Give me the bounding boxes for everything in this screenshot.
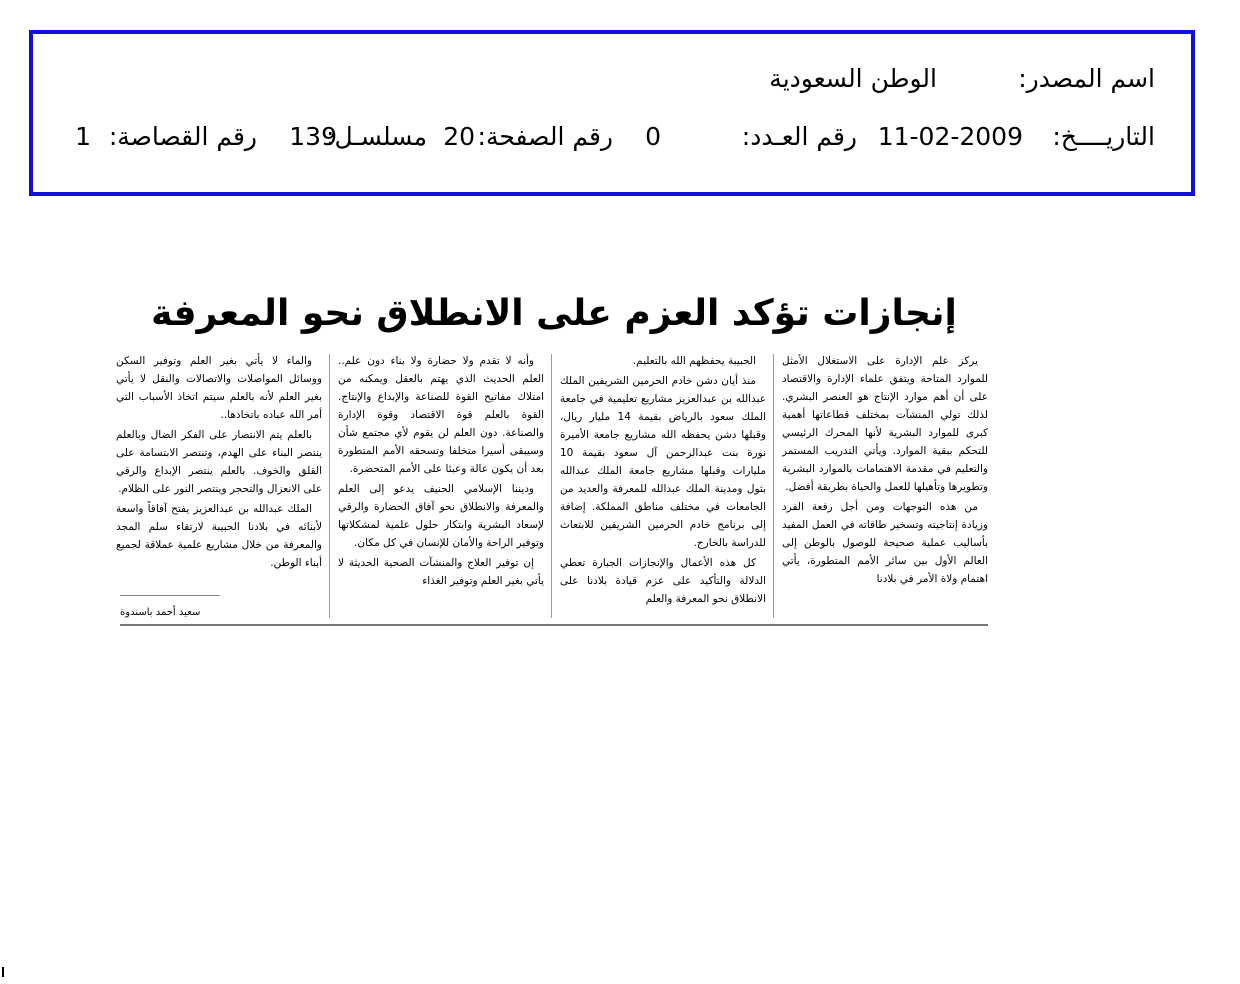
article-bottom-rule: [120, 624, 988, 626]
source-info-box: [29, 30, 1195, 196]
article-paragraph: الملك عبدالله بن عبدالعزيز يفتح آفاقاً واسعة لأبنائه في بلادنا الحبيبة لارتقاء سلم المجد والمعرفة من خلال مشاريع علمية عملاقة لجميع أبناء الوطن.: [116, 503, 322, 569]
date-value: 11-02-2009: [877, 122, 1023, 151]
column-divider: [329, 354, 330, 618]
date-label: التاريــــخ:: [1052, 122, 1155, 151]
article-paragraph: يركز علم الإدارة على الاستغلال الأمثل للموارد المتاحة ويتفق علماء الإدارة والاقتصاد على أن أهم موارد الإنتاج هو العنصر البشري. لذلك تولي المنشآت بمختلف قطاعاتها أهمية كبرى للموارد البشرية لأنها المحرك الرئيسي للتحكم ببقية الموارد. ويأتي التدريب المستمر والتعليم في مقدمة الاهتمامات بالموارد البشرية وتطويرها وتأهيلها للعمل والحياة بطريقة أفضل.: [782, 355, 988, 493]
source-label: اسم المصدر:: [1018, 64, 1155, 93]
article-headline: إنجازات تؤكد العزم على الانطلاق نحو المعرفة: [151, 293, 957, 334]
clipping-label: رقم القصاصة:: [108, 122, 257, 151]
serial-value: 139: [289, 122, 337, 151]
column-divider: [551, 354, 552, 618]
article-paragraph: الحبيبة يحفظهم الله بالتعليم.: [632, 355, 756, 367]
page-label: رقم الصفحة:: [477, 122, 613, 151]
article-paragraph: والماء لا يأتي بغير العلم وتوفير السكن ووسائل المواصلات والاتصالات والنقل لا يأتي بغير العلم لأنه بالعلم سيتم اتخاذ الأسباب التي أمر الله عباده باتخاذها..: [116, 355, 322, 421]
article-paragraph: منذ أيان دشن خادم الحرمين الشريفين الملك عبدالله بن عبدالعزيز مشاريع تعليمية في جامعة الملك سعود بالرياض بقيمة 14 مليار ريال، وقبلها دشن يحفظه الله مشاريع جامعة الأميرة نورة بنت عبدالرحمن آل سعود بقيمة 10 مليارات وقبلها مشاريع جامعة الملك عبدالله بثول ومدينة الملك عبدالله للمعرفة والعديد من الجامعات في مختلف مناطق المملكة. إضافة إلى برنامج خادم الحرمين الشريفين للابتعاث للدراسة بالخارج.: [560, 375, 766, 549]
article-column-3: [338, 352, 544, 620]
article-body: [116, 352, 988, 628]
page-edge-mark: [2, 967, 4, 977]
article-paragraph: وأنه لا تقدم ولا حضارة ولا بناء دون علم.. العلم الحديث الذي يهتم بالعقل ويمكنه من امتلاك مفاتيح القوة للصناعة والإبداع والإنتاج. القوة بالعلم قوة الاقتصاد وقوة الإدارة والصناعة. دون العلم لن يقوم لأي مجتمع شأن وسيبقى أسيرا متخلفا وتسحقه الأمم المتطورة بعد أن يكون عالة وعبئا على الأمم المتحضرة.: [338, 355, 544, 475]
column-divider: [773, 354, 774, 618]
article-paragraph: كل هذه الأعمال والإنجازات الجبارة تعطي الدلالة والتأكيد على عزم قيادة بلادنا على الانطلاق نحو المعرفة والعلم: [560, 557, 766, 605]
article-paragraph: وديننا الإسلامي الحنيف يدعو إلى العلم والمعرفة والانطلاق نحو آفاق الحضارة والرقي لإسعاد البشرية وابتكار حلول علمية لمشكلاتها وتوفير الراحة والأمان للإنسان في كل مكان.: [338, 483, 544, 549]
author-rule: [120, 595, 220, 596]
article-paragraph: من هذه التوجهات ومن أجل رفعة الفرد وزيادة إنتاجيته وتسخير طاقاته في العمل المفيد بأساليب عملية صحيحة للوصول بالوطن إلى العالم الأول بين سائر الأمم المتطورة، يأتي اهتمام ولاة الأمر في بلادنا: [782, 501, 988, 585]
article-column-4: [116, 352, 322, 588]
article-column-1: [782, 352, 988, 620]
article-paragraph: بالعلم يتم الانتصار على الفكر الضال وبالعلم ينتصر البناء على الهدم، وتنتصر الابتسامة على القلق والخوف. بالعلم ينتصر الإبداع والرقي على الانعزال والتحجر وينتصر النور على الظلام.: [116, 429, 322, 495]
issue-label: رقم العـدد:: [741, 122, 857, 151]
page-value: 20: [443, 122, 475, 151]
issue-value: 0: [645, 122, 661, 151]
source-value: الوطن السعودية: [769, 64, 937, 93]
article-author: سعيد أحمد باسندوة: [120, 607, 201, 618]
serial-label: مسلسـل:: [326, 122, 427, 151]
article-column-2: [560, 352, 766, 620]
article-paragraph: إن توفير العلاج والمنشآت الصحية الحديثة لا يأتي بغير العلم وتوفير الغذاء: [338, 557, 544, 587]
clipping-value: 1: [75, 122, 91, 151]
